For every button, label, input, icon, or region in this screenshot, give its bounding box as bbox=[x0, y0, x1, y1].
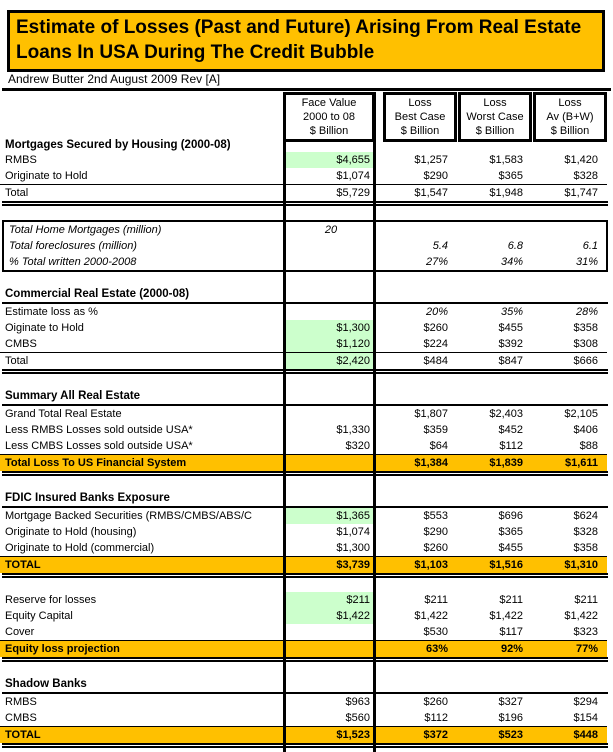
average-cell: $294 bbox=[573, 696, 598, 708]
average-cell: $88 bbox=[579, 440, 598, 452]
worst-case-cell bbox=[456, 490, 531, 506]
worst-case-cell: $847 bbox=[498, 355, 523, 367]
header-line: Av (B+W) bbox=[546, 111, 594, 123]
average-cell: $154 bbox=[573, 712, 598, 724]
table-row bbox=[0, 556, 607, 573]
header-average-column bbox=[533, 92, 607, 142]
face-value-cell: $1,365 bbox=[286, 508, 376, 524]
best-case-cell: $211 bbox=[424, 594, 448, 606]
table-row bbox=[0, 694, 607, 710]
average-cell: $666 bbox=[573, 355, 598, 367]
header-line: Face Value bbox=[301, 97, 357, 109]
row-label: Estimate loss as % bbox=[5, 306, 98, 318]
average-cell bbox=[531, 222, 607, 238]
worst-case-cell: $392 bbox=[498, 338, 523, 350]
table-row bbox=[0, 624, 607, 640]
header-worst-case-column bbox=[458, 92, 532, 142]
losses-table bbox=[0, 92, 613, 748]
header-line: Loss bbox=[483, 97, 507, 109]
worst-case-cell bbox=[456, 388, 531, 404]
row-label: Equity loss projection bbox=[5, 643, 120, 655]
face-value-cell bbox=[286, 238, 376, 254]
average-cell bbox=[531, 388, 607, 404]
best-case-cell: $224 bbox=[423, 338, 448, 350]
face-value-cell bbox=[286, 406, 376, 422]
row-label: Shadow Banks bbox=[5, 678, 87, 690]
worst-case-cell: $696 bbox=[498, 510, 523, 522]
average-cell: $406 bbox=[573, 424, 598, 436]
row-label: Less CMBS Losses sold outside USA* bbox=[5, 440, 193, 452]
table-row bbox=[0, 184, 607, 201]
face-value-cell: $320 bbox=[345, 440, 370, 452]
table-row bbox=[0, 524, 607, 540]
row-label: % Total written 2000-2008 bbox=[9, 256, 137, 268]
worst-case-cell: $327 bbox=[498, 696, 523, 708]
header-line: 2000 to 08 bbox=[303, 111, 355, 123]
face-value-cell bbox=[286, 676, 376, 692]
best-case-cell: $359 bbox=[423, 424, 448, 436]
face-value-cell: $1,422 bbox=[286, 608, 376, 624]
average-cell: 77% bbox=[575, 643, 598, 655]
worst-case-cell: $455 bbox=[498, 542, 523, 554]
header-face-value-column bbox=[283, 92, 375, 142]
section-header-mortgages: Mortgages Secured by Housing (2000-08) bbox=[5, 139, 231, 151]
table-header bbox=[0, 92, 613, 152]
worst-case-cell: $1,516 bbox=[489, 559, 523, 571]
best-case-cell: $260 bbox=[423, 322, 448, 334]
best-case-cell: $1,257 bbox=[414, 154, 448, 166]
row-label: Equity Capital bbox=[5, 610, 73, 622]
report-title bbox=[7, 10, 605, 72]
worst-case-cell: $1,948 bbox=[489, 187, 523, 199]
row-label: Cover bbox=[5, 626, 35, 638]
face-value-cell bbox=[286, 254, 376, 270]
row-gap bbox=[0, 374, 607, 388]
table-row bbox=[0, 406, 607, 422]
row-label: RMBS bbox=[5, 154, 37, 166]
row-label: Total Home Mortgages (million) bbox=[9, 224, 162, 236]
header-line: Loss bbox=[408, 97, 432, 109]
average-cell bbox=[531, 490, 607, 506]
worst-case-cell: $455 bbox=[498, 322, 523, 334]
header-line: Loss bbox=[558, 97, 582, 109]
face-value-cell bbox=[286, 304, 376, 320]
average-cell: $328 bbox=[573, 170, 598, 182]
face-value-cell: $2,420 bbox=[286, 353, 376, 369]
best-case-cell: $290 bbox=[423, 526, 448, 538]
face-value-cell: $5,729 bbox=[336, 187, 370, 199]
worst-case-cell bbox=[456, 676, 531, 692]
average-cell bbox=[531, 676, 607, 692]
face-value-cell: $1,330 bbox=[336, 424, 370, 436]
average-cell: 6.1 bbox=[582, 240, 598, 252]
average-cell: $2,105 bbox=[564, 408, 598, 420]
table-row bbox=[0, 592, 607, 608]
table-row bbox=[0, 676, 607, 692]
worst-case-cell: $1,839 bbox=[489, 457, 523, 469]
table-row bbox=[0, 168, 607, 184]
best-case-cell bbox=[376, 388, 456, 404]
best-case-cell: $484 bbox=[423, 355, 448, 367]
face-value-cell: $1,523 bbox=[336, 729, 370, 741]
row-label: Originate to Hold (housing) bbox=[5, 526, 137, 538]
table-body bbox=[0, 152, 613, 748]
worst-case-cell: $1,422 bbox=[489, 610, 523, 622]
worst-case-cell: 92% bbox=[500, 643, 523, 655]
worst-case-cell bbox=[456, 222, 531, 238]
worst-case-cell: $211 bbox=[499, 594, 523, 606]
table-row bbox=[0, 422, 607, 438]
row-label: Mortgage Backed Securities (RMBS/CMBS/ABS/C bbox=[5, 510, 252, 522]
average-cell: $358 bbox=[573, 322, 598, 334]
best-case-cell: 63% bbox=[425, 643, 448, 655]
table-row bbox=[4, 254, 611, 270]
face-value-cell: $560 bbox=[345, 712, 370, 724]
face-value-cell: $3,739 bbox=[336, 559, 370, 571]
row-label: Originate to Hold (commercial) bbox=[5, 542, 155, 554]
row-label: Total bbox=[5, 187, 29, 199]
average-cell: $1,611 bbox=[564, 457, 598, 469]
header-line: Best Case bbox=[394, 111, 446, 123]
worst-case-cell: $452 bbox=[498, 424, 523, 436]
row-gap bbox=[0, 476, 607, 490]
best-case-cell: 20% bbox=[425, 306, 448, 318]
row-label: Total Loss To US Financial System bbox=[5, 457, 187, 469]
best-case-cell: $112 bbox=[424, 712, 448, 724]
best-case-cell: $260 bbox=[423, 542, 448, 554]
average-cell: $624 bbox=[573, 510, 598, 522]
report-byline: Andrew Butter 2nd August 2009 Rev [A] bbox=[8, 72, 221, 86]
best-case-cell bbox=[376, 490, 456, 506]
average-cell bbox=[531, 286, 607, 302]
worst-case-cell: $365 bbox=[498, 170, 523, 182]
double-rule bbox=[2, 743, 608, 748]
average-cell: $211 bbox=[574, 594, 598, 606]
average-cell: $1,422 bbox=[564, 610, 598, 622]
column-divider-left bbox=[283, 92, 286, 752]
row-label: Oiginate to Hold bbox=[5, 322, 84, 334]
header-line: $ Billion bbox=[550, 125, 590, 137]
average-cell: $358 bbox=[573, 542, 598, 554]
face-value-cell bbox=[286, 455, 376, 471]
best-case-cell bbox=[376, 286, 456, 302]
best-case-cell: $553 bbox=[423, 510, 448, 522]
face-value-cell: $4,655 bbox=[286, 152, 376, 168]
face-value-cell bbox=[286, 286, 376, 302]
row-gap bbox=[0, 206, 607, 220]
best-case-cell: $1,547 bbox=[414, 187, 448, 199]
worst-case-cell bbox=[456, 286, 531, 302]
header-rule bbox=[2, 88, 611, 91]
best-case-cell: $1,103 bbox=[414, 559, 448, 571]
row-label: Grand Total Real Estate bbox=[5, 408, 122, 420]
worst-case-cell: $2,403 bbox=[489, 408, 523, 420]
header-line: $ Billion bbox=[309, 125, 349, 137]
face-value-cell: $1,074 bbox=[336, 170, 370, 182]
header-line: $ Billion bbox=[475, 125, 515, 137]
row-label: Summary All Real Estate bbox=[5, 390, 141, 402]
average-cell: $328 bbox=[573, 526, 598, 538]
column-divider-right bbox=[373, 92, 376, 752]
table-row bbox=[0, 352, 607, 369]
worst-case-cell: $523 bbox=[498, 729, 523, 741]
table-row bbox=[4, 222, 611, 238]
table-row bbox=[4, 238, 611, 254]
face-value-cell bbox=[286, 388, 376, 404]
worst-case-cell: 6.8 bbox=[507, 240, 523, 252]
best-case-cell: $372 bbox=[423, 729, 448, 741]
worst-case-cell: $117 bbox=[499, 626, 523, 638]
worst-case-cell: 34% bbox=[500, 256, 523, 268]
best-case-cell: $530 bbox=[423, 626, 448, 638]
row-label: Reserve for losses bbox=[5, 594, 97, 606]
face-value-cell: $1,074 bbox=[336, 526, 370, 538]
best-case-cell: $1,422 bbox=[414, 610, 448, 622]
table-row bbox=[0, 540, 607, 556]
average-cell: $1,747 bbox=[564, 187, 598, 199]
average-cell: 28% bbox=[575, 306, 598, 318]
header-best-case-column bbox=[383, 92, 457, 142]
row-label: Total bbox=[5, 355, 29, 367]
row-label: CMBS bbox=[5, 712, 37, 724]
table-row bbox=[0, 438, 607, 454]
row-label: FDIC Insured Banks Exposure bbox=[5, 492, 170, 504]
header-line: Worst Case bbox=[466, 111, 524, 123]
row-label: RMBS bbox=[5, 696, 37, 708]
note-box bbox=[2, 220, 608, 272]
table-row bbox=[0, 286, 607, 302]
face-value-cell bbox=[286, 641, 376, 657]
row-gap bbox=[0, 662, 607, 676]
table-row bbox=[0, 640, 607, 657]
table-row bbox=[0, 454, 607, 471]
worst-case-cell: $1,583 bbox=[489, 154, 523, 166]
row-gap bbox=[0, 272, 607, 286]
average-cell: $448 bbox=[573, 729, 598, 741]
average-cell: $1,310 bbox=[564, 559, 598, 571]
table-row bbox=[0, 490, 607, 506]
row-gap bbox=[0, 578, 607, 592]
best-case-cell: $260 bbox=[423, 696, 448, 708]
report-title-text: Estimate of Losses (Past and Future) Arising From Real Estate Loans In USA During The Credit Bubble bbox=[16, 17, 582, 63]
header-line: $ Billion bbox=[400, 125, 440, 137]
worst-case-cell: $196 bbox=[498, 712, 523, 724]
table-row bbox=[0, 320, 607, 336]
average-cell: 31% bbox=[575, 256, 598, 268]
row-label: Commercial Real Estate (2000-08) bbox=[5, 288, 190, 300]
row-label: Total foreclosures (million) bbox=[9, 240, 137, 252]
face-value-cell: $963 bbox=[345, 696, 370, 708]
row-label: TOTAL bbox=[5, 729, 41, 741]
best-case-cell bbox=[376, 676, 456, 692]
row-label: CMBS bbox=[5, 338, 37, 350]
best-case-cell bbox=[376, 222, 456, 238]
face-value-cell bbox=[286, 624, 376, 640]
best-case-cell: $1,384 bbox=[414, 457, 448, 469]
face-value-cell bbox=[286, 490, 376, 506]
worst-case-cell: 35% bbox=[500, 306, 523, 318]
best-case-cell: 27% bbox=[425, 256, 448, 268]
face-value-cell: $1,300 bbox=[336, 542, 370, 554]
face-value-cell: $211 bbox=[286, 592, 376, 608]
table-row bbox=[0, 710, 607, 726]
table-row bbox=[0, 608, 607, 624]
table-row bbox=[0, 152, 607, 168]
face-value-cell: $1,300 bbox=[286, 320, 376, 336]
table-row bbox=[0, 726, 607, 743]
best-case-cell: $1,807 bbox=[414, 408, 448, 420]
table-row bbox=[0, 304, 607, 320]
average-cell: $308 bbox=[573, 338, 598, 350]
worst-case-cell: $112 bbox=[499, 440, 523, 452]
table-row bbox=[0, 388, 607, 404]
table-row bbox=[0, 508, 607, 524]
average-cell: $323 bbox=[573, 626, 598, 638]
row-label: Originate to Hold bbox=[5, 170, 88, 182]
best-case-cell: 5.4 bbox=[432, 240, 448, 252]
best-case-cell: $64 bbox=[429, 440, 448, 452]
row-label: TOTAL bbox=[5, 559, 41, 571]
row-label: Less RMBS Losses sold outside USA* bbox=[5, 424, 193, 436]
face-value-cell: 20 bbox=[324, 224, 338, 236]
worst-case-cell: $365 bbox=[498, 526, 523, 538]
face-value-cell: $1,120 bbox=[286, 336, 376, 352]
average-cell: $1,420 bbox=[564, 154, 598, 166]
best-case-cell: $290 bbox=[423, 170, 448, 182]
table-row bbox=[0, 336, 607, 352]
